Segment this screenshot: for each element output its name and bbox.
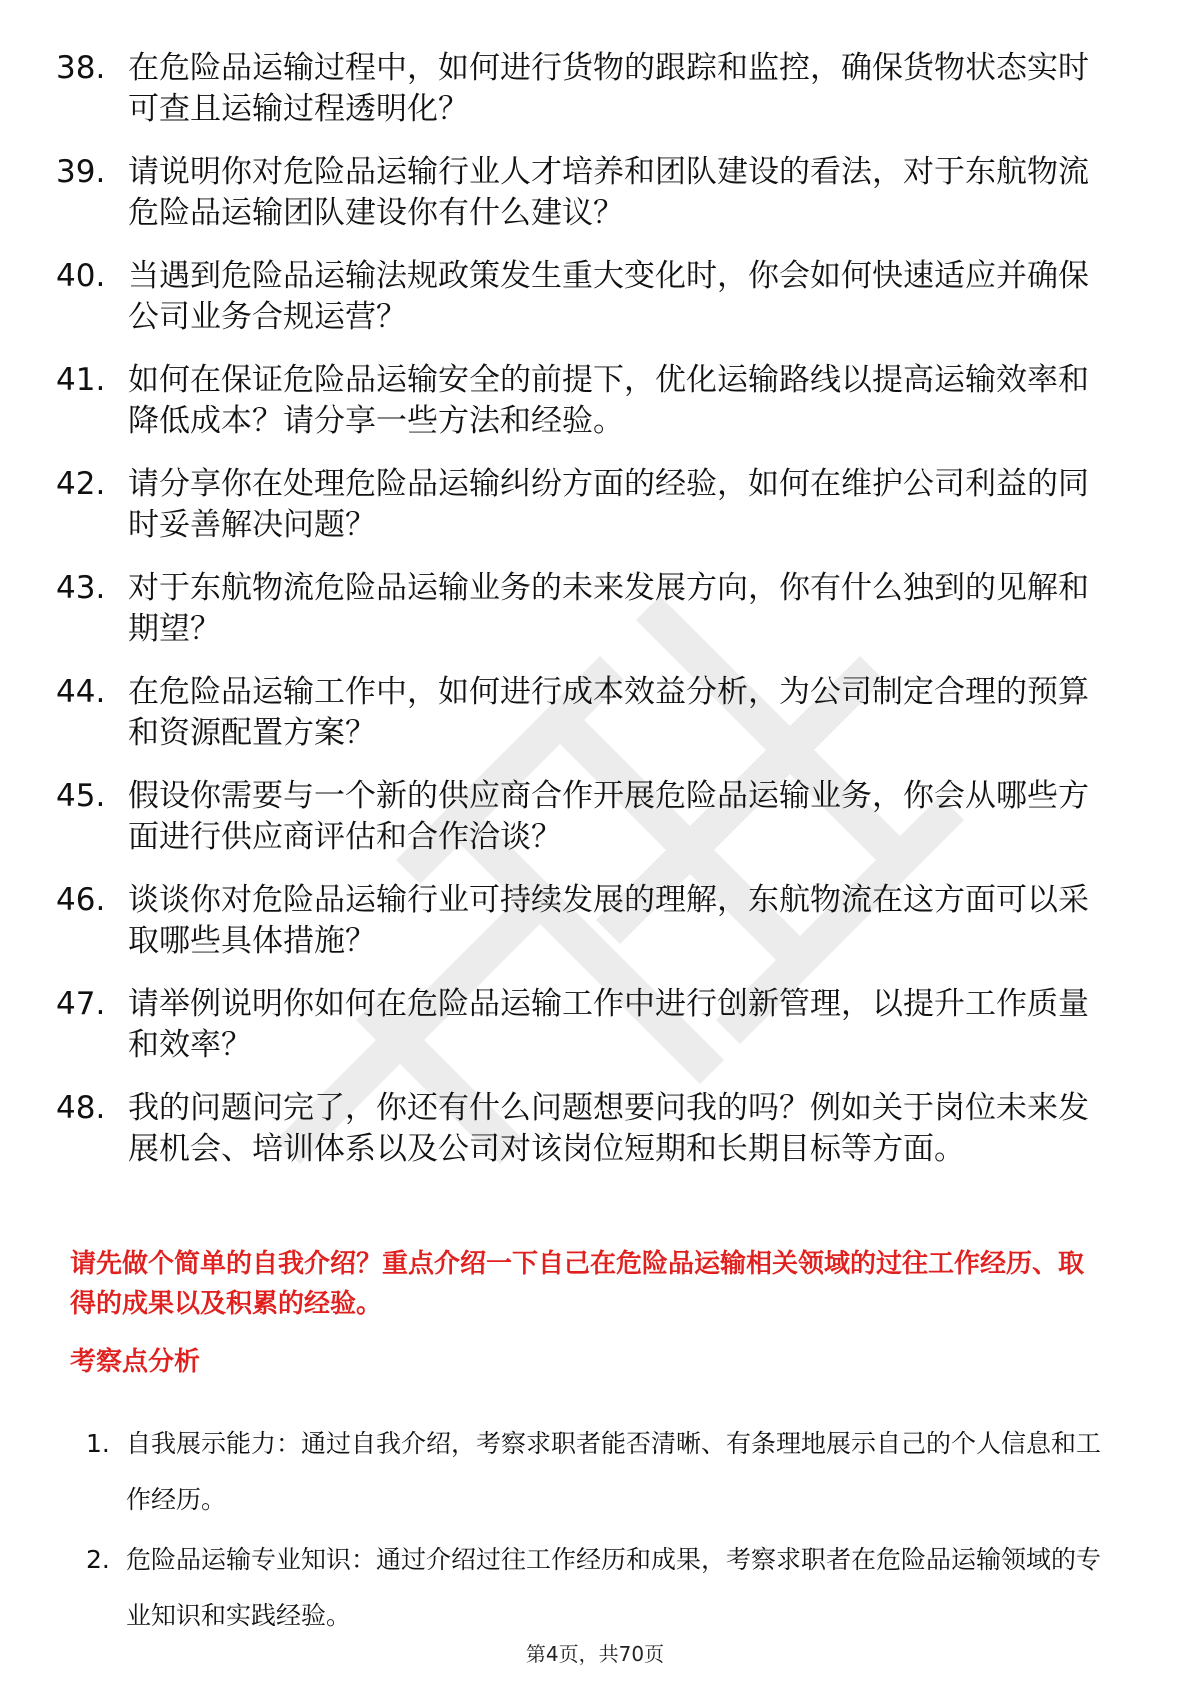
list-item — [56, 568, 1096, 650]
list-item — [56, 984, 1096, 1066]
question-text: 请说明你对危险品运输行业人才培养和团队建设的看法，对于东航物流危险品运输团队建设你有什么建议？ — [128, 154, 1089, 231]
question-number: 48. — [56, 1090, 106, 1126]
question-text: 在危险品运输工作中，如何进行成本效益分析，为公司制定合理的预算和资源配置方案？ — [128, 674, 1089, 751]
list-item — [56, 152, 1096, 234]
analysis-text: 自我展示能力：通过自我介绍，考察求职者能否清晰、有条理地展示自己的个人信息和工作经历。 — [126, 1429, 1102, 1514]
list-item — [86, 1416, 1106, 1528]
list-item — [56, 1088, 1096, 1170]
list-item — [56, 672, 1096, 754]
question-number: 46. — [56, 882, 106, 918]
question-list — [56, 48, 1096, 1192]
analysis-list — [86, 1416, 1106, 1648]
question-number: 38. — [56, 50, 106, 86]
question-number: 44. — [56, 674, 106, 710]
question-number: 41. — [56, 362, 106, 398]
question-text: 对于东航物流危险品运输业务的未来发展方向，你有什么独到的见解和期望？ — [128, 570, 1089, 647]
analysis-number: 1. — [86, 1429, 110, 1458]
highlighted-question: 请先做个简单的自我介绍？重点介绍一下自己在危险品运输相关领域的过往工作经历、取得的成果以及积累的经验。 — [70, 1249, 1085, 1319]
question-number: 39. — [56, 154, 106, 190]
question-text: 当遇到危险品运输法规政策发生重大变化时，你会如何快速适应并确保公司业务合规运营？ — [128, 258, 1089, 335]
page-footer: 第4页，共70页 — [525, 1642, 665, 1666]
question-text: 请分享你在处理危险品运输纠纷方面的经验，如何在维护公司利益的同时妥善解决问题？ — [128, 466, 1089, 543]
list-item — [56, 464, 1096, 546]
question-number: 43. — [56, 570, 106, 606]
question-number: 47. — [56, 986, 106, 1022]
question-text: 在危险品运输过程中，如何进行货物的跟踪和监控，确保货物状态实时可查且运输过程透明化？ — [128, 50, 1089, 127]
list-item — [56, 776, 1096, 858]
question-text: 谈谈你对危险品运输行业可持续发展的理解，东航物流在这方面可以采取哪些具体措施？ — [128, 882, 1089, 959]
question-number: 42. — [56, 466, 106, 502]
list-item — [56, 360, 1096, 442]
list-item — [86, 1532, 1106, 1644]
question-text: 如何在保证危险品运输安全的前提下，优化运输路线以提高运输效率和降低成本？请分享一些方法和经验。 — [128, 362, 1089, 439]
list-item — [56, 256, 1096, 338]
question-number: 40. — [56, 258, 106, 294]
question-number: 45. — [56, 778, 106, 814]
analysis-heading: 考察点分析 — [70, 1347, 201, 1377]
analysis-number: 2. — [86, 1545, 110, 1574]
question-text: 我的问题问完了，你还有什么问题想要问我的吗？例如关于岗位未来发展机会、培训体系以及公司对该岗位短期和长期目标等方面。 — [128, 1090, 1089, 1167]
question-text: 假设你需要与一个新的供应商合作开展危险品运输业务，你会从哪些方面进行供应商评估和合作洽谈？ — [128, 778, 1089, 855]
question-text: 请举例说明你如何在危险品运输工作中进行创新管理，以提升工作质量和效率？ — [128, 986, 1089, 1063]
list-item — [56, 880, 1096, 962]
analysis-text: 危险品运输专业知识：通过介绍过往工作经历和成果，考察求职者在危险品运输领域的专业知识和实践经验。 — [126, 1545, 1102, 1630]
list-item — [56, 48, 1096, 130]
